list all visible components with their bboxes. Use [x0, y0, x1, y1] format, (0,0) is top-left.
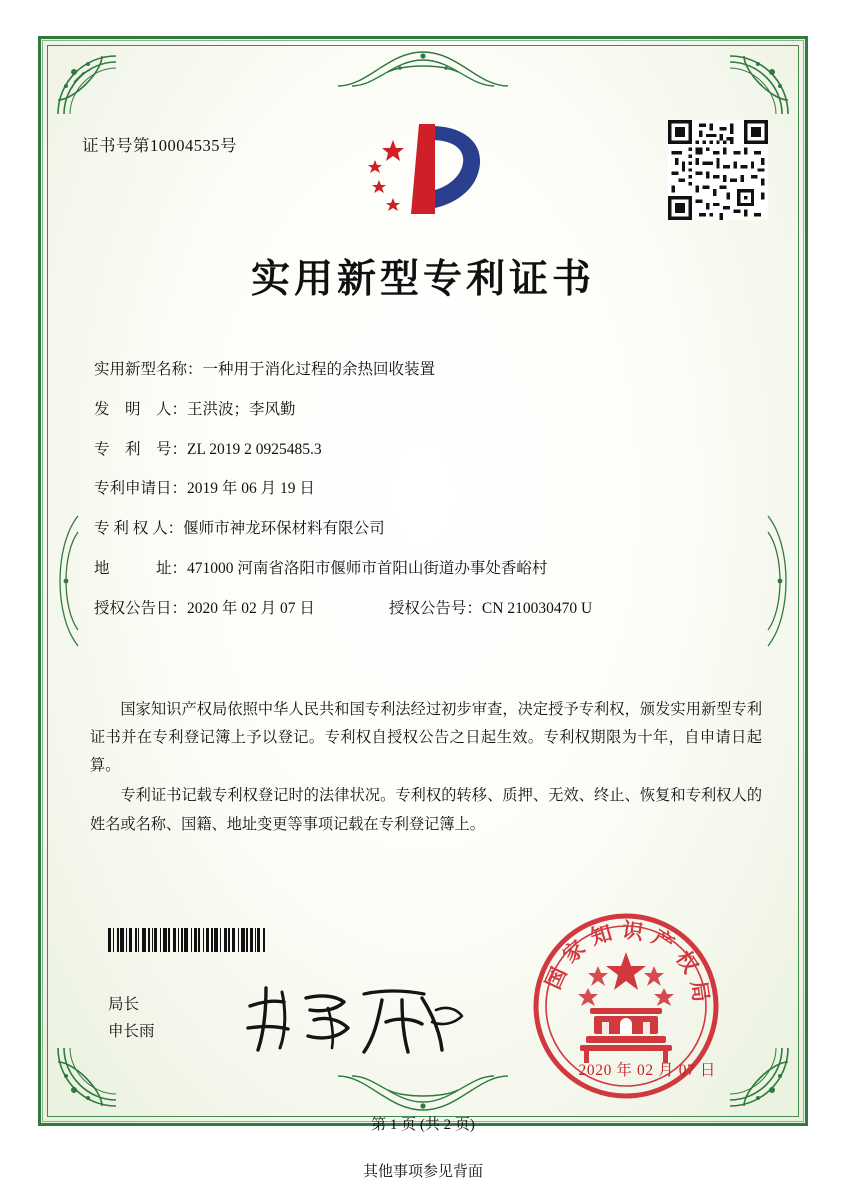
field-value: 2019 年 06 月 19 日 [187, 480, 315, 498]
field-value: ZL 2019 2 0925485.3 [187, 440, 322, 458]
director-name: 申长雨 [108, 1023, 155, 1041]
field-label: 专利申请日： [94, 480, 188, 498]
signature-labels [108, 991, 155, 1045]
field-patent-number [94, 438, 758, 461]
field-label: 专 利 号： [94, 440, 188, 458]
side-flourish-icon [762, 506, 802, 656]
field-value: 一种用于消化过程的余热回收装置 [202, 361, 436, 378]
field-value: 偃师市神龙环保材料有限公司 [183, 520, 385, 537]
field-address [94, 557, 758, 580]
legal-text [90, 696, 762, 841]
top-flourish-icon [328, 42, 518, 92]
field-list [94, 358, 758, 636]
field-label: 专 利 权 人： [94, 520, 184, 537]
field-label: 地 址： [94, 559, 188, 577]
field-label: 发 明 人： [94, 400, 188, 418]
director-title: 局长 [108, 996, 140, 1013]
certificate-number: 证书号第10004535号 [82, 136, 237, 155]
cnipa-logo-icon [353, 118, 493, 223]
field-label: 实用新型名称： [94, 361, 203, 378]
field-value: 王洪波；李风勤 [187, 400, 296, 418]
page-title: 实用新型专利证书 [250, 256, 595, 302]
grant-number-value: CN 210030470 U [481, 599, 593, 617]
field-inventor [94, 398, 758, 421]
page-number: 第 1 页 (共 2 页) [371, 1117, 475, 1133]
qr-code-icon [668, 120, 768, 220]
back-note: 其他事项参见背面 [362, 1164, 483, 1180]
field-patentee [94, 517, 758, 540]
paragraph-1: 国家知识产权局依照中华人民共和国专利法经过初步审查，决定授予专利权，颁发实用新型专利证书并在专利登记簿上予以登记。专利权自授权公告之日起生效。专利权期限为十年，自申请日起算。 [90, 701, 762, 775]
field-grant-row [94, 597, 758, 620]
field-invention-name [94, 358, 758, 381]
grant-date-value: 2020 年 02 月 07 日 [187, 599, 315, 617]
seal-date: 2020 年 02 月 07 日 [578, 1062, 716, 1079]
paragraph-2: 专利证书记载专利权登记时的法律状况。专利权的转移、质押、无效、终止、恢复和专利权人的姓名或名称、国籍、地址变更等事项记载在专利登记簿上。 [90, 787, 762, 833]
handwritten-signature [236, 976, 476, 1066]
svg-text:国家知识产权局: 国家知识产权局 [540, 916, 716, 1012]
certificate-body [38, 36, 808, 1126]
field-application-date [94, 477, 758, 500]
grant-number-label: 授权公告号： [388, 599, 482, 617]
field-value: 471000 河南省洛阳市偃师市首阳山街道办事处香峪村 [187, 559, 548, 577]
side-flourish-icon [44, 506, 84, 656]
barcode [108, 928, 338, 952]
grant-date-label: 授权公告日： [94, 599, 188, 617]
